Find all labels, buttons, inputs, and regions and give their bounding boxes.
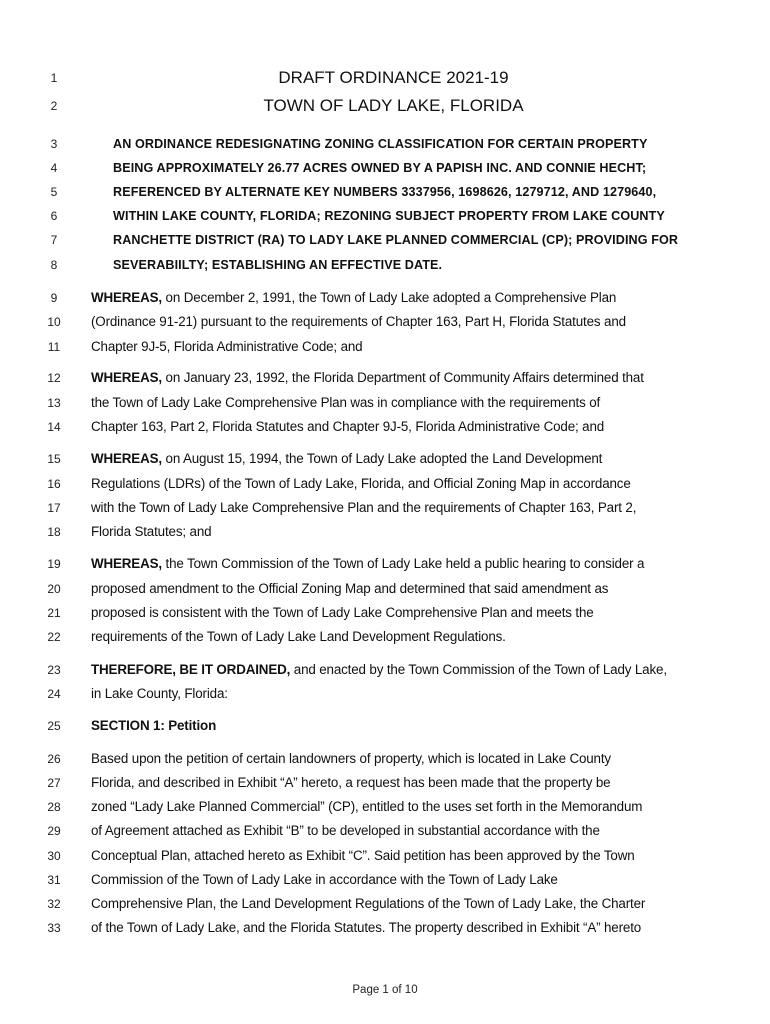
line-number: 20 xyxy=(47,582,61,596)
paragraph-text: proposed amendment to the Official Zoning Map and determined that said amendment as xyxy=(91,581,609,596)
line-2 xyxy=(0,96,770,116)
line-number: 30 xyxy=(47,849,61,863)
line-number: 4 xyxy=(50,161,58,175)
line-number: 31 xyxy=(47,873,61,887)
line-number: 25 xyxy=(47,719,61,733)
line-number: 10 xyxy=(47,315,61,329)
ordinance-subtitle: TOWN OF LADY LAKE, FLORIDA xyxy=(263,96,524,115)
paragraph-text: with the Town of Lady Lake Comprehensive Plan and the requirements of Chapter 163, Part 2, xyxy=(91,500,637,515)
line-14 xyxy=(0,417,770,437)
line-number: 14 xyxy=(47,420,61,434)
paragraph-text: and enacted by the Town Commission of the Town of Lady Lake, xyxy=(290,662,667,677)
section-text: of Agreement attached as Exhibit “B” to be developed in substantial accordance with the xyxy=(91,823,600,838)
line-29 xyxy=(0,821,770,841)
line-number: 9 xyxy=(50,291,58,305)
section-text: Conceptual Plan, attached hereto as Exhibit “C”. Said petition has been approved by the Town xyxy=(91,848,635,863)
line-number: 21 xyxy=(47,606,61,620)
line-18 xyxy=(0,522,770,542)
line-number: 2 xyxy=(50,99,58,113)
section-heading: SECTION 1: Petition xyxy=(91,718,217,733)
paragraph-text: (Ordinance 91-21) pursuant to the requirements of Chapter 163, Part H, Florida Statutes and xyxy=(91,314,626,329)
line-26 xyxy=(0,749,770,769)
whereas-paragraph-4 xyxy=(91,554,701,574)
line-21 xyxy=(0,603,770,623)
line-7 xyxy=(0,230,770,250)
line-number: 24 xyxy=(47,687,61,701)
line-1 xyxy=(0,68,770,88)
line-20 xyxy=(0,579,770,599)
page-number-footer: Page 1 of 10 xyxy=(352,984,418,996)
therefore-keyword: THEREFORE, BE IT ORDAINED, xyxy=(91,662,291,677)
summary-line: REFERENCED BY ALTERNATE KEY NUMBERS 3337956, 1698626, 1279712, AND 1279640, xyxy=(113,185,657,199)
line-number: 22 xyxy=(47,630,61,644)
line-number: 33 xyxy=(47,921,61,935)
paragraph-text: on January 23, 1992, the Florida Department of Community Affairs determined that xyxy=(161,370,644,385)
whereas-paragraph-1 xyxy=(91,288,701,308)
line-number: 12 xyxy=(47,371,61,385)
section-text: Based upon the petition of certain landowners of property, which is located in Lake County xyxy=(91,751,611,766)
whereas-paragraph-2 xyxy=(91,368,701,388)
summary-line: WITHIN LAKE COUNTY, FLORIDA; REZONING SUBJECT PROPERTY FROM LAKE COUNTY xyxy=(113,209,665,223)
summary-line: RANCHETTE DISTRICT (RA) TO LADY LAKE PLANNED COMMERCIAL (CP); PROVIDING FOR xyxy=(113,233,679,247)
line-22 xyxy=(0,627,770,647)
summary-line: SEVERABIILTY; ESTABLISHING AN EFFECTIVE DATE. xyxy=(113,258,443,272)
line-28 xyxy=(0,797,770,817)
paragraph-text: Regulations (LDRs) of the Town of Lady Lake, Florida, and Official Zoning Map in accordance xyxy=(91,476,631,491)
paragraph-text: requirements of the Town of Lady Lake Land Development Regulations. xyxy=(91,629,506,644)
line-number: 11 xyxy=(47,340,61,354)
line-number: 7 xyxy=(50,233,58,247)
paragraph-text: in Lake County, Florida: xyxy=(91,686,228,701)
line-number: 18 xyxy=(47,525,61,539)
line-25 xyxy=(0,716,770,736)
line-number: 27 xyxy=(47,776,61,790)
paragraph-text: the Town of Lady Lake Comprehensive Plan was in compliance with the requirements of xyxy=(91,395,601,410)
whereas-paragraph-3 xyxy=(91,449,701,469)
section-text: Comprehensive Plan, the Land Development Regulations of the Town of Lady Lake, the Charter xyxy=(91,896,646,911)
line-24 xyxy=(0,684,770,704)
line-number: 6 xyxy=(50,209,58,223)
line-19 xyxy=(0,554,770,574)
line-number: 16 xyxy=(47,477,61,491)
summary-line: AN ORDINANCE REDESIGNATING ZONING CLASSIFICATION FOR CERTAIN PROPERTY xyxy=(113,137,648,151)
whereas-keyword: WHEREAS, xyxy=(91,370,162,385)
section-text: Florida, and described in Exhibit “A” hereto, a request has been made that the property be xyxy=(91,775,611,790)
therefore-paragraph xyxy=(91,660,701,680)
ordinance-title: DRAFT ORDINANCE 2021-19 xyxy=(278,68,509,87)
section-text: zoned “Lady Lake Planned Commercial” (CP), entitled to the uses set forth in the Memorandum xyxy=(91,799,643,814)
line-23 xyxy=(0,660,770,680)
line-16 xyxy=(0,474,770,494)
whereas-keyword: WHEREAS, xyxy=(91,290,162,305)
paragraph-text: on December 2, 1991, the Town of Lady Lake adopted a Comprehensive Plan xyxy=(161,290,617,305)
whereas-keyword: WHEREAS, xyxy=(91,451,162,466)
line-4 xyxy=(0,158,770,178)
line-number: 13 xyxy=(47,396,61,410)
line-17 xyxy=(0,498,770,518)
line-5 xyxy=(0,182,770,202)
line-number: 17 xyxy=(47,501,61,515)
section-text: Commission of the Town of Lady Lake in accordance with the Town of Lady Lake xyxy=(91,872,558,887)
line-number: 29 xyxy=(47,824,61,838)
line-6 xyxy=(0,206,770,226)
line-11 xyxy=(0,337,770,357)
paragraph-text: on August 15, 1994, the Town of Lady Lake adopted the Land Development xyxy=(161,451,603,466)
line-number: 15 xyxy=(47,452,61,466)
line-13 xyxy=(0,393,770,413)
line-number: 32 xyxy=(47,897,61,911)
paragraph-text: the Town Commission of the Town of Lady Lake held a public hearing to consider a xyxy=(161,556,645,571)
line-number: 28 xyxy=(47,800,61,814)
line-12 xyxy=(0,368,770,388)
line-32 xyxy=(0,894,770,914)
line-number: 1 xyxy=(50,71,58,85)
line-31 xyxy=(0,870,770,890)
line-10 xyxy=(0,312,770,332)
line-33 xyxy=(0,918,770,938)
line-8 xyxy=(0,255,770,275)
summary-line: BEING APPROXIMATELY 26.77 ACRES OWNED BY A PAPISH INC. AND CONNIE HECHT; xyxy=(113,161,647,175)
line-15 xyxy=(0,449,770,469)
paragraph-text: Chapter 9J-5, Florida Administrative Code; and xyxy=(91,339,363,354)
whereas-keyword: WHEREAS, xyxy=(91,556,162,571)
line-27 xyxy=(0,773,770,793)
paragraph-text: proposed is consistent with the Town of Lady Lake Comprehensive Plan and meets the xyxy=(91,605,594,620)
line-number: 23 xyxy=(47,663,61,677)
line-3 xyxy=(0,134,770,154)
line-number: 3 xyxy=(50,137,58,151)
line-number: 5 xyxy=(50,185,58,199)
paragraph-text: Chapter 163, Part 2, Florida Statutes and Chapter 9J-5, Florida Administrative Code; and xyxy=(91,419,605,434)
line-30 xyxy=(0,846,770,866)
line-number: 8 xyxy=(50,258,58,272)
paragraph-text: Florida Statutes; and xyxy=(91,524,212,539)
line-9 xyxy=(0,288,770,308)
line-number: 19 xyxy=(47,557,61,571)
line-number: 26 xyxy=(47,752,61,766)
section-text: of the Town of Lady Lake, and the Florida Statutes. The property described in Exhibit “A” hereto xyxy=(91,920,642,935)
